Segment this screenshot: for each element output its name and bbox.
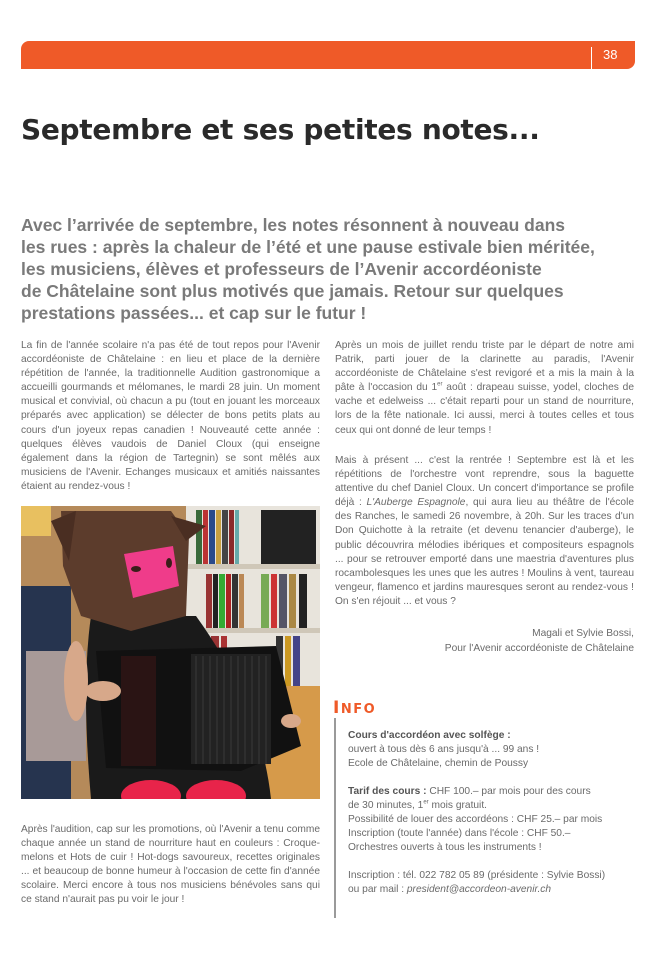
signature-org: Pour l'Avenir accordéoniste de Châtelaine	[444, 643, 634, 654]
tarif-label: Tarif des cours :	[348, 786, 427, 797]
paragraph-august	[335, 339, 634, 438]
contact-email-link[interactable]: president@accordeon-avenir.ch	[406, 884, 552, 895]
course-line: ouvert à tous dès 6 ans jusqu'à ... 99 ans !	[348, 744, 540, 755]
orchestras-line: Orchestres ouverts à tous les instruments !	[348, 842, 542, 853]
contact-mail-line	[348, 883, 638, 897]
photo-illustration	[21, 506, 320, 799]
paragraph-audition: La fin de l'année scolaire n'a pas été de tout repos pour l'Avenir accordéoniste de Châtelaine : en lieu et place de la dernière répétition de l'année, la traditionnelle Audition gastronomique a accueilli gourmands et mélomanes, le mardi 28 juin. Un moment musical et convivial, où chacun a pu (tout en jouant les morceaux préparés avec application) se délecter de bons petits plats au cours d'un joyeux repas canadien ! Nouveauté cette année : quelques élèves vaudois de Daniel Cloux (qui enseigne également dans la région de Tartegnin) se sont mêlés aux musiciens de l'Avenir. Echanges musicaux et amitiés naissantes étaient au rendez-vous !	[21, 340, 320, 492]
text-segment: Mais à présent ... c'est la rentrée ! Septembre est là et les répétitions de l'orchestre vont reprendre, sous la baguette attentive du chef Daniel Cloux. Un concert d'importance se profile déjà :	[335, 455, 634, 509]
info-box	[348, 729, 638, 897]
text-segment: de 30 minutes, 1	[348, 800, 424, 811]
header-bar	[21, 41, 635, 69]
signature-names: Magali et Sylvie Bossi,	[532, 628, 634, 639]
signature	[335, 626, 634, 656]
tarif-value: CHF 100.– par mois pour des cours	[426, 786, 591, 797]
course-title: Cours d'accordéon avec solfège :	[348, 730, 511, 741]
info-heading-initial: I	[333, 698, 341, 718]
lead-line: prestations passées... et cap sur le futur !	[21, 303, 367, 323]
tarif-line	[348, 785, 638, 799]
rent-line: Possibilité de louer des accordéons : CHF 25.– par mois	[348, 814, 603, 825]
lead-line: les rues : après la chaleur de l’été et une pause estivale bien méritée,	[21, 237, 595, 257]
lead-line: de Châtelaine sont plus motivés que jamais. Retour sur quelques	[21, 281, 564, 301]
text-segment: mois gratuit.	[428, 800, 487, 811]
lead-line: Avec l’arrivée de septembre, les notes résonnent à nouveau dans	[21, 215, 566, 235]
accordion-photo	[21, 506, 320, 799]
text-segment: Après un mois de juillet rendu triste par le départ de notre ami Patrik, parti jouer de la clarinette au paradis, l'Avenir accordéoniste de Châtelaine s'est revigoré et a mis la main à la pâte à l'occasion du 1	[335, 340, 634, 394]
tarif-line-2	[348, 799, 638, 813]
page-number: 38	[603, 47, 618, 62]
article-title: Septembre et ses petites notes...	[21, 113, 540, 146]
info-heading-rest: NFO	[340, 702, 377, 717]
info-rule	[334, 718, 336, 918]
contact-phone: Inscription : tél. 022 782 05 89 (présidente : Sylvie Bossi)	[348, 870, 606, 881]
info-heading	[333, 698, 376, 718]
inscription-school: Inscription (toute l'année) dans l'école : CHF 50.–	[348, 828, 571, 839]
text-segment: , qui aura lieu au théâtre de l'école des Ranches, le samedi 26 novembre, à 20h. Sur les traces d'un Don Quichotte à la retraite (et devenu tenancier d'auberge), le public découvrira mélodies ibériques et compositeurs espagnols ... pour se retrouver emporté dans une maestria d'aventures plus rocambolesques les unes que les autres ! Moulins à vent, taureau vengeur, flamenco et jardins mauresques seront au rendez-vous ! On s'en réjouit ... et vous ?	[335, 497, 634, 607]
superscript: er	[423, 799, 429, 806]
paragraph-rentree	[335, 454, 634, 609]
paragraph-promotions: Après l'audition, cap sur les promotions, où l'Avenir a tenu comme chaque année un stand de nourriture haut en couleurs : Croque-melons et Hots de cuir ! Hot-dogs savoureux, recettes originales ... et beaucoup de bonne humeur à l'occasion de cette fin d'année scolaire. Merci encore à tous nos musiciens bénévoles sans qui ce stand n'aurait pas pu voir le jour !	[21, 824, 320, 906]
lead-line: les musiciens, élèves et professeurs de l’Avenir accordéoniste	[21, 259, 542, 279]
article-lead	[21, 214, 621, 324]
text-segment: août : drapeau suisse, yodel, cloches de vache et edelweiss ... c'était reparti pour un stand de nourriture, lors de la fête nationale. Ici aussi, merci à toutes celles et tous ceux qui ont donné de leur temps !	[335, 382, 634, 436]
concert-title: L'Auberge Espagnole	[366, 497, 466, 509]
text-segment: ou par mail :	[348, 884, 407, 895]
header-divider	[591, 47, 592, 69]
course-location: Ecole de Châtelaine, chemin de Poussy	[348, 758, 529, 769]
superscript: er	[437, 381, 443, 388]
